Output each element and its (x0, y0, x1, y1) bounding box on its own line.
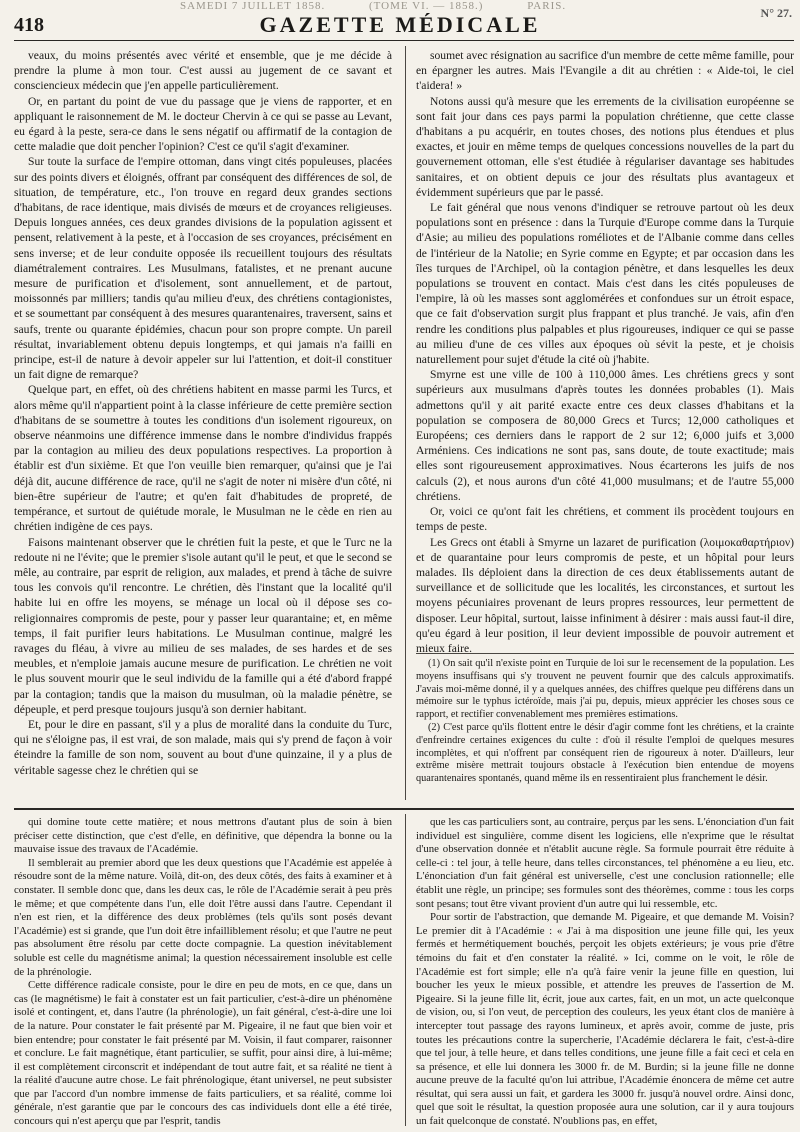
upper-left-column (14, 48, 392, 800)
paragraph: Et, pour le dire en passant, s'il y a plus de moralité dans la conduite du Turc, qui ne s'éloigne pas, il est vrai, de son malade, mais qui s'y prend de façon à voir éteindre la famille de son nom, souvent au bout d'une quinzaine, il y a plus de véritable sagesse chez le chrétien qui se (14, 717, 392, 777)
column-divider-lower (405, 814, 406, 1126)
upper-right-column (416, 48, 794, 655)
paragraph: qui domine toute cette matière; et nous mettrons d'autant plus de soin à bien préciser cette distinction, que c'est d'elle, en définitive, que dépendra la bonne ou la mauvaise issue des travaux de l'Académie. (14, 816, 392, 856)
paragraph: (2) C'est parce qu'ils flottent entre le désir d'agir comme font les chrétiens, et la crainte d'enfreindre certaines exigences du culte : d'où il résulte l'emploi de quelques mesures incomplètes, et qui n'offrent par conséquent rien de rigoureux à noter. D'ailleurs, leur extrême misère mettrait toujours obstacle à l'exécution bien entendue de moyens quarantenaires spontanés, quand même ils en ressentiraient plus franchement le désir. (416, 721, 794, 785)
paragraph: Notons aussi qu'à mesure que les errements de la civilisation européenne se sont fait jour dans ces pays parmi la population chrétienne, que cette classe d'habitans a pu acquérir, en toutes choses, des notions plus étendues et plus exactes, et jouir en même temps de quelques concessions nouvelles de la part du gouvernement ottoman, elle s'est étudiée à régulariser davantage ses habitudes sanitaires, et on obtient depuis ce jour des résultats plus avantageux et évidemment supérieurs que par le passé. (416, 94, 794, 199)
paragraph: veaux, du moins présentés avec vérité et ensemble, que je me décide à prendre la plume à mon tour. C'est aussi au jugement de ce savant et consciencieux médecin que j'en appelle particulièrement. (14, 49, 392, 93)
paragraph: soumet avec résignation au sacrifice d'un membre de cette même famille, pour en épargner les autres. Mais l'Evangile a dit au chrétien : « Aide-toi, le ciel t'aidera! » (416, 49, 794, 93)
paragraph: Faisons maintenant observer que le chrétien fuit la peste, et que le Turc ne la redoute ni ne l'évite; que le premier s'isole autant qu'il le peut, et que le second se mêle, au contraire, par esprit de religion, aux malades, et prend à tâche de suivre tous les convois qu'il rencontre. Le chrétien, dès l'instant que la localité qu'il habite lui en offre les moyens, se ménage un local où il dépose ses co-religionnaires compromis de peste, pour y passer leur quarantaine; et, en même temps, il fait purifier leurs habitations. Le Musulman continue, malgré les ravages du fléau, à vivre au milieu de ses malades, de ses hardes et de ses meubles, et n'emploie jamais aucune mesure de purification. Le chrétien ne voit le plus souvent mourir que le seul individu de la famille qui a été d'abord frappé par la contagion; tandis que la maison du musulman, où la maladie pénètre, se dépeuple, et perd presque toujours jusqu'à son dernier habitant. (14, 535, 392, 716)
paragraph: que les cas particuliers sont, au contraire, perçus par les sens. L'énonciation d'un fait individuel est singulière, comme disent les logiciens, elle n'exprime que le résultat d'une observation donnée et n'établit aucune règle. Sa formule pourrait être réduite à celle-ci : tel jour, à telle heure, dans telles circonstances, tel phénomène a eu lieu, etc. L'énonciation d'un fait général est universelle, c'est une conclusion rationnelle; elle établit une règle, un principe; ses formules sont des théorèmes, comme : tous les corps sont pesans; tout être vivant provient d'un autre qui lui ressemble, etc. (416, 816, 794, 910)
corner-mark: N° 27. (760, 6, 792, 20)
bleed-date: SAMEDI 7 JUILLET 1858. (180, 0, 326, 12)
lower-left-column (14, 816, 392, 1126)
paragraph: Or, en partant du point de vue du passage que je viens de rapporter, et en appliquant le raisonnement de M. le docteur Chervin à ce qui se passe au Levant, eu égard à la peste, sera-ce dans le sens négatif ou affirmatif de la contagion de cette maladie que doit pencher l'opinion? C'est ce qu'il s'agit d'examiner. (14, 94, 392, 154)
paragraph: (1) On sait qu'il n'existe point en Turquie de loi sur le recensement de la population. Les moyens insuffisans qui s'y trouvent ne peuvent fournir que des calculs approximatifs. J'avais moi-même donné, il y a quelques années, des chiffres quelque peu différens dans un mémoire sur le typhus ictéroïde, mais j'ai pu, depuis, mieux apprécier les choses sous ce rapport, et rectifier convenablement mes premières estimations. (416, 658, 794, 721)
paragraph: Or, voici ce qu'ont fait les chrétiens, et comment ils procèdent toujours en temps de peste. (416, 505, 794, 534)
bleed-tome: (TOME VI. — 1858.) (368, 0, 484, 12)
footnotes (416, 658, 794, 800)
column-divider-upper (405, 46, 406, 800)
footnote-rule (416, 653, 794, 654)
lower-right-column (416, 816, 794, 1126)
bleed-city: PARIS. (527, 0, 567, 12)
section-rule (14, 808, 794, 810)
paragraph: Pour sortir de l'abstraction, que demande M. Pigeaire, et que demande M. Voisin? Le premier dit à l'Académie : « J'ai à ma disposition une jeune fille qui, les yeux fermés et hermétiquement bouchés, perçoit les objets extérieurs; je vous prie d'être témoins du fait et d'en constater la réalité. » Ici, comme on le voit, le rôle de l'Académie est fort simple; elle n'a qu'à faire venir la jeune fille en question, lui boucher les yeux le mieux possible, et attendre les preuves de l'assertion de M. Pigeaire. Si la jeune fille lit, écrit, joue aux cartes, fait, en un mot, un acte quelconque de vision, ou, si l'on veut, de perception des couleurs, les yeux étant clos de manière à intercepter tout passage des rayons lumineux, et après avoir, comme de juste, pris toutes les précautions contre la supercherie, l'Académie déclarera le fait, c'est-à-dire que tel jour, à telle heure, et dans telles conditions, une jeune fille a fait ceci et cela en sa présence, et elle lui donnera les 3000 fr. de M. Burdin; si la jeune fille ne donne aucune preuve de la faculté qu'on lui attribue, l'Académie énoncera de même cet autre résultat, qui sera aussi un fait, et gardera les 3000 fr. jusqu'à nouvel ordre. Ainsi donc, quel que soit le résultat, la question proposée aura une solution, car il y aura toujours un fait quelconque de constaté. N'oublions pas, en effet, (416, 911, 794, 1128)
journal-title: GAZETTE MÉDICALE (259, 12, 541, 37)
paragraph: Les Grecs ont établi à Smyrne un lazaret de purification (λοιμοκαθαρτήριον) et de quarantaine pour leurs compromis de peste, et un hôpital pour leurs malades. Ils déploient dans la direction de ces deux établissements autant de surveillance et de sollicitude que les localités, les circonstances, et surtout les moyens pécuniaires provenant de leurs propres ressources, leur permettent de disposer. Leur hôpital, surtout, laisse infiniment à désirer : mais aussi faut-il dire, qu'eu égard à leur position, il leur devient impossible de pouvoir autrement et mieux faire. (416, 535, 794, 655)
paragraph: Quelque part, en effet, où des chrétiens habitent en masse parmi les Turcs, et alors même qu'il n'appartient point à la classe inférieure de cette première section d'habitans de se soumettre à toutes les conditions d'un isolement rigoureux, on observe néanmoins une différence immense dans le nombre d'individus frappés par la contagion au milieu des deux populations respectives. La proportion à établir est d'un sixième. Et que l'on veuille bien remarquer, qu'ainsi que je l'ai déjà dit, aucune différence de race, qu'il ne s'agit de noter ni misère d'un côté, ni bien-être supérieur de l'autre; et qu'en fait d'habitudes de propreté, de tempérance, et surtout de quiétude morale, le Musulman ne le cède en rien au chrétien indigène de ces pays. (14, 383, 392, 534)
paragraph: Smyrne est une ville de 100 à 110,000 âmes. Les chrétiens grecs y sont supérieurs aux musulmans d'après toutes les données probables (1). Mais admettons qu'il y ait parité exacte entre ces deux classes d'habitans et la population se composera de 80,000 Grecs et Turcs; 12,000 catholiques et Européens; ces derniers dans le rapport de 2 sur 12; 6,000 juifs et 3,000 Arméniens. Ces indications ne sont pas, sans doute, de toute exactitude; mais elles sont rigoureusement approximatives. Nous écarterons les juifs de nos calculs (2), et nous aurons d'un côté 41,000 musulmans; et de l'autre 55,000 chrétiens. (416, 368, 794, 503)
header-rule (14, 40, 794, 41)
paragraph: Sur toute la surface de l'empire ottoman, dans vingt cités populeuses, placées sur des points divers et éloignés, offrant par conséquent des différences de sol, de situation, de température, etc., l'on trouve en regard deux grandes sections d'habitans, de race identique, mais divisés de mœurs et de croyances religieuses. Depuis longues années, ces deux grandes divisions de la population agissent et pensent, relativement à la peste, et à l'occasion de ses croyances, précisément en sens inverse; et de leur conduite opposée ils recueillent toujours des résultats diamétralement contraires. Les Musulmans, fatalistes, et ne prenant aucune mesure de purification et d'isolement, sont annuellement, et de partout, moissonnés par milliers; tandis qu'au milieu d'eux, des chrétiens contagionistes, et se soumettant par conséquent à des mesures quarantenaires, traversent, sains et saufs, trente ou quarante épidémies, chacun pour son propre compte. Un pareil résultat, invariablement obtenu depuis longtemps, et qui jamais n'a failli en principe, est-il de nature à devoir appeler sur lui l'attention, et doit-il constituer un fait digne de remarque? (14, 155, 392, 382)
paragraph: Cette différence radicale consiste, pour le dire en peu de mots, en ce que, dans un cas (le magnétisme) le fait à constater est un fait particulier, c'est-à-dire un phénomène isolé et contingent, et, dans l'autre (la phrénologie), un fait général, c'est-à-dire une loi de la nature. Pour constater le fait présenté par M. Pigeaire, il ne faut que bien voir et bien entendre; pour constater le fait présenté par M. Voisin, il faut comparer, raisonner et conclure. Le fait magnétique, étant particulier, se suffit, pour ainsi dire, à lui-même; il est complètement circonscrit et indépendant de tout autre fait, et sa réalité ne tient à la réalité d'aucune autre chose. Le fait phrénologique, étant universel, ne peut subsister que par l'accord d'un nombre immense de faits particuliers, et sa réalité, comme loi générale, n'est garantie que par le concours des cas individuels dont elle a été tirée, concours qui n'est aperçu que par l'esprit, tandis (14, 979, 392, 1128)
page-number: 418 (14, 14, 44, 36)
paragraph: Il semblerait au premier abord que les deux questions que l'Académie est appelée à résoudre sont de la même nature. Voilà, dit-on, des deux côtés, des faits à examiner et à constater. Il semble donc que, dans les deux cas, le rôle de l'Académie serait à peu près le même; et que compétente dans l'un, elle doit l'être aussi dans l'autre. Cependant il n'en est rien, et la différence des deux problèmes (tels qu'ils sont posés devant l'Académie) est si grande, que l'un doit être infailliblement résolu; et que l'autre ne peut pas absolument être résolu par cette docte compagnie. La question inévitablement soluble est celle du magnétisme animal; la question nécessairement insoluble est celle de la phrénologie. (14, 856, 392, 978)
paragraph: Le fait général que nous venons d'indiquer se retrouve partout où les deux populations sont en présence : dans la Turquie d'Europe comme dans la Turquie d'Asie; au milieu des populations roméliotes et de l'Albanie comme dans celles de l'intérieur de la Natolie; en Syrie comme en Egypte; et par occasion dans les îles turques de l'Archipel, où la contagion pénètre, et dans lesquelles les deux populations se trouvent en contact. Mais c'est dans les cités populeuses de l'empire, là où les masses sont agglomérées et confondues sur un étroit espace, que ce fait d'observation surgit plus frappant et plus tranché. Je vais, afin d'en rendre les conditions plus palpables et plus rigoureuses, indiquer ce qui se passe au milieu d'une de ces villes aux époques où sévit la peste, et je choisis naturellement pour sujet d'étude la cité où j'habite. (416, 201, 794, 367)
